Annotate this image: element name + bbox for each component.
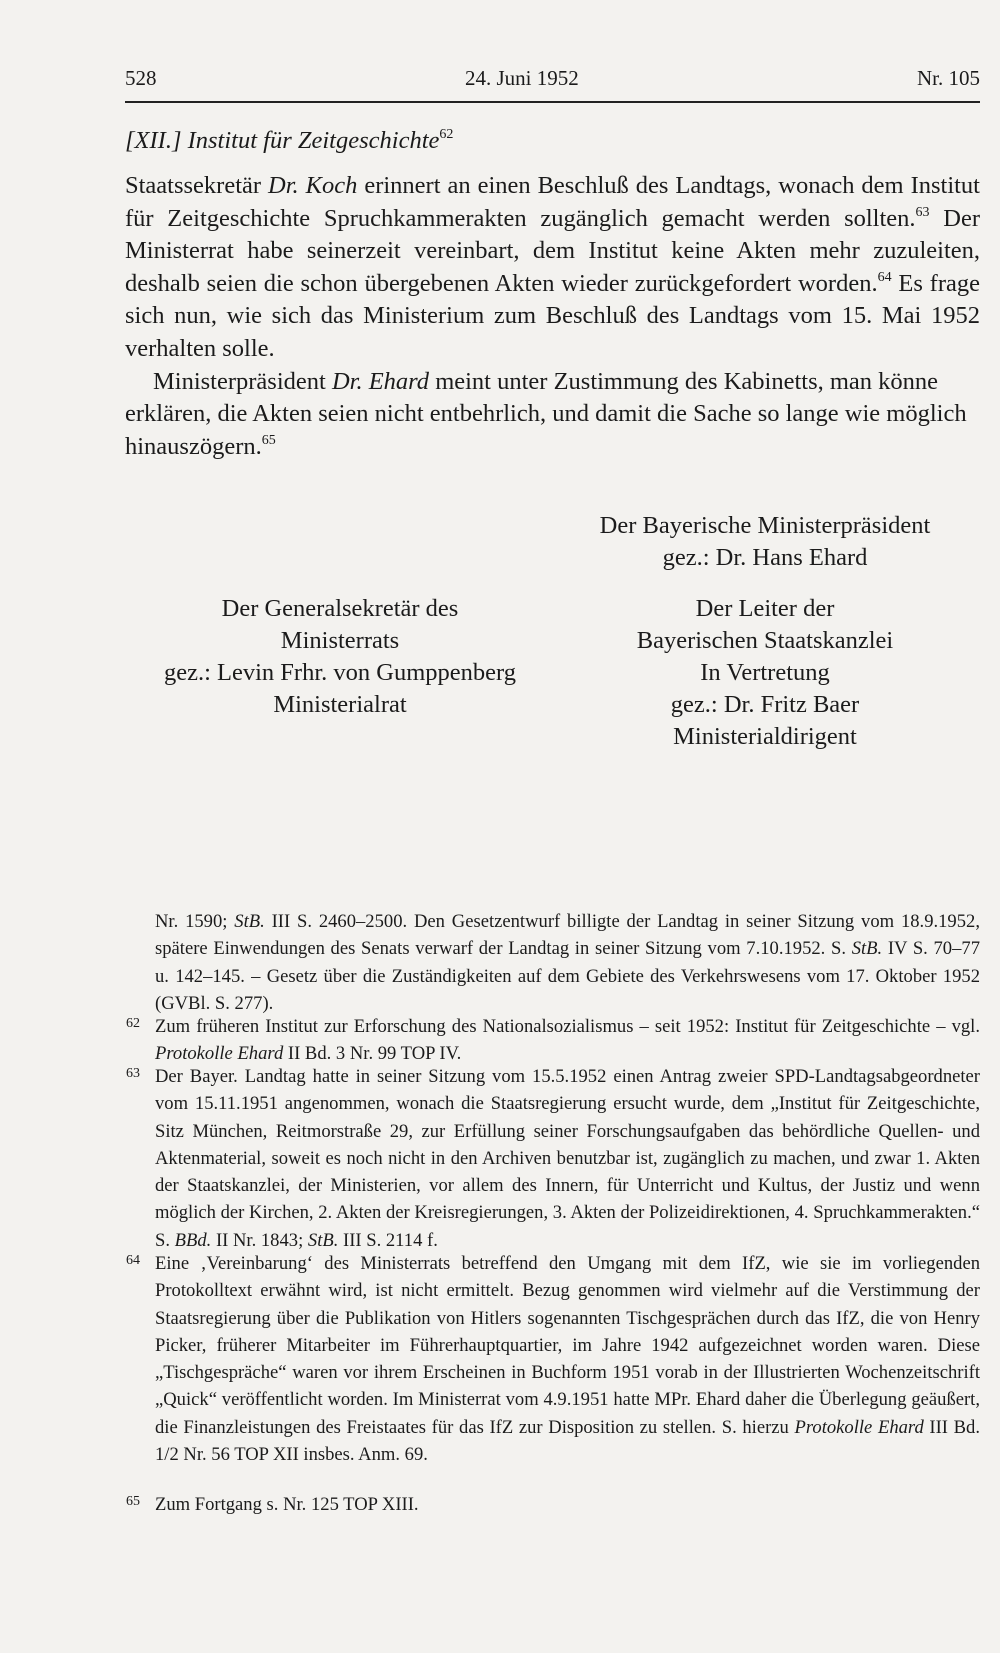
header-date: 24. Juni 1952: [465, 66, 579, 90]
signature-line: Ministerrats: [280, 627, 400, 654]
text-run: III S. 2460–2500. Den Gesetzentwurf billigte der Landtag in seiner Sitzung vom 18.9.1952, spätere Einwendungen des Senats verwarf der Landtag in seiner Sitzung vom 7.10.1952. S.: [155, 911, 980, 960]
section-roman: [XII.]: [125, 127, 182, 154]
text-run: Der Ministerrat habe seinerzeit vereinbart, dem Institut keine Akten mehr zuzuleiten, deshalb seien die schon übergebenen Akten wieder zurückgefordert worden.: [125, 204, 980, 297]
signature-line: Der Bayerische Ministerpräsident: [599, 512, 931, 539]
footnote-continued: [155, 908, 980, 1017]
page-number: 528: [125, 66, 157, 90]
signature-line: gez.: Dr. Fritz Baer: [670, 691, 860, 718]
signature-chancellery-head: [590, 593, 940, 753]
signature-line: Bayerischen Staatskanzlei: [636, 627, 894, 654]
text-run: III Bd. 1/2 Nr. 56 TOP XII insbes. Anm. 69.: [155, 1416, 980, 1466]
text-run: Staatssekretär: [125, 172, 269, 199]
signature-minister-president: [565, 510, 965, 574]
signature-general-secretary: [110, 593, 570, 721]
footnote-65: [126, 1491, 980, 1518]
citation: StB.: [307, 1229, 339, 1251]
signature-line: Der Generalsekretär des: [221, 595, 459, 622]
person-name: Dr. Koch: [268, 172, 358, 199]
signature-line: In Vertretung: [700, 659, 830, 686]
footnote-ref: 62: [439, 127, 454, 142]
page-header: [125, 64, 980, 104]
text-run: Zum Fortgang s. Nr. 125 TOP XIII.: [155, 1494, 419, 1515]
paragraph: [125, 366, 980, 464]
signature-line: gez.: Levin Frhr. von Gumppenberg: [163, 659, 516, 686]
footnote-number: 64: [126, 1253, 140, 1268]
header-rule: [125, 101, 980, 103]
text-run: II Nr. 1843;: [211, 1229, 308, 1251]
footnote-ref: 64: [877, 269, 892, 285]
citation: Protokolle Ehard: [794, 1416, 924, 1438]
paragraph: [125, 170, 980, 366]
footnote-number: 62: [126, 1016, 140, 1031]
text-run: Nr. 1590;: [155, 911, 235, 932]
footnote-ref: 65: [261, 432, 276, 448]
signature-line: Der Leiter der: [695, 595, 835, 622]
signature-line: gez.: Dr. Hans Ehard: [662, 544, 868, 571]
citation: BBd.: [174, 1229, 212, 1251]
text-run: IV S. 70–77 u. 142–145. – Gesetz über die Zuständigkeiten auf dem Gebiete des Verkehrswesens vom 17. Oktober 1952 (GVBl. S. 277).: [155, 938, 980, 1014]
doc-number: Nr. 105: [917, 66, 980, 90]
footnote-63: [126, 1063, 980, 1254]
text-run: Ministerpräsident: [153, 367, 332, 395]
citation: StB.: [851, 938, 883, 960]
main-text: [125, 170, 980, 463]
signature-line: Ministerialdirigent: [673, 723, 857, 750]
text-run: II Bd. 3 Nr. 99 TOP IV.: [283, 1043, 462, 1065]
signature-line: Ministerialrat: [273, 691, 407, 718]
person-name: Dr. Ehard: [331, 367, 430, 395]
citation: Protokolle Ehard: [155, 1043, 284, 1065]
section-title: Institut für Zeitgeschichte: [187, 127, 440, 154]
text-run: III S. 2114 f.: [338, 1229, 438, 1251]
footnote-ref: 63: [915, 204, 930, 220]
citation: StB.: [234, 911, 265, 932]
section-heading: [125, 127, 980, 155]
footnote-62: [126, 1013, 980, 1068]
footnote-64: [126, 1250, 980, 1468]
footnote-number: 65: [126, 1494, 140, 1509]
text-run: Der Bayer. Landtag hatte in seiner Sitzung vom 15.5.1952 einen Antrag zweier SPD-Landtagsabgeordneter vom 15.11.1951 angenommen, wonach die Staatsregierung ersucht wurde, dem „Institut für Zeitgeschichte, Sitz München, Reitmorstraße 29, zur Erfüllung seiner Forschungsaufgaben das behördliche Quellen- und Aktenmaterial, soweit es noch nicht in den Archiven benutzbar ist, zugänglich zu machen, und zwar 1. Akten der Staatskanzlei, der Ministerien, vor allem des Innern, für Unterricht und Kultus, der Justiz und wenn möglich der Kirchen, 2. Akten der Kreisregierungen, 3. Akten der Polizeidirektionen, 4. Spruchkammerakten.“ S.: [155, 1066, 980, 1251]
footnote-number: 63: [126, 1066, 140, 1081]
text-run: Zum früheren Institut zur Erforschung des Nationalsozialismus – seit 1952: Institut für Zeitgeschichte – vgl.: [155, 1016, 980, 1037]
text-run: meint unter Zustimmung des Kabinetts, man könne erklären, die Akten seien nicht entbehrlich, und damit die Sache so lange wie möglich hinauszögern.: [125, 367, 967, 460]
text-run: Es frage sich nun, wie sich das Ministerium zum Beschluß des Landtags vom 15. Mai 1952 verhalten solle.: [125, 269, 980, 362]
text-run: erinnert an einen Beschluß des Landtags, wonach dem Institut für Zeitgeschichte Spruchkammerakten zugänglich gemacht werden sollten.: [125, 172, 980, 232]
text-run: Eine ‚Vereinbarung‘ des Ministerrats betreffend den Umgang mit dem IfZ, wie sie im vorliegenden Protokolltext erwähnt wird, ist nicht ermittelt. Bezug genommen wird vielmehr auf die Verstimmung der Staatsregierung über die Publikation von Hitlers sogenannten Tischgesprächen durch das IfZ, die von Henry Picker, früherer Mitarbeiter im Führerhauptquartier, im Jahre 1942 aufgezeichnet worden waren. Diese „Tischgespräche“ waren vor ihrem Erscheinen in Buchform 1951 vorab in der Illustrierten Wochenzeitschrift „Quick“ veröffentlicht worden. Im Ministerrat vom 4.9.1951 hatte MPr. Ehard daher die Überlegung geäußert, die Finanzleistungen des Freistaates für das IfZ zur Disposition zu stellen. S. hierzu: [155, 1253, 980, 1438]
